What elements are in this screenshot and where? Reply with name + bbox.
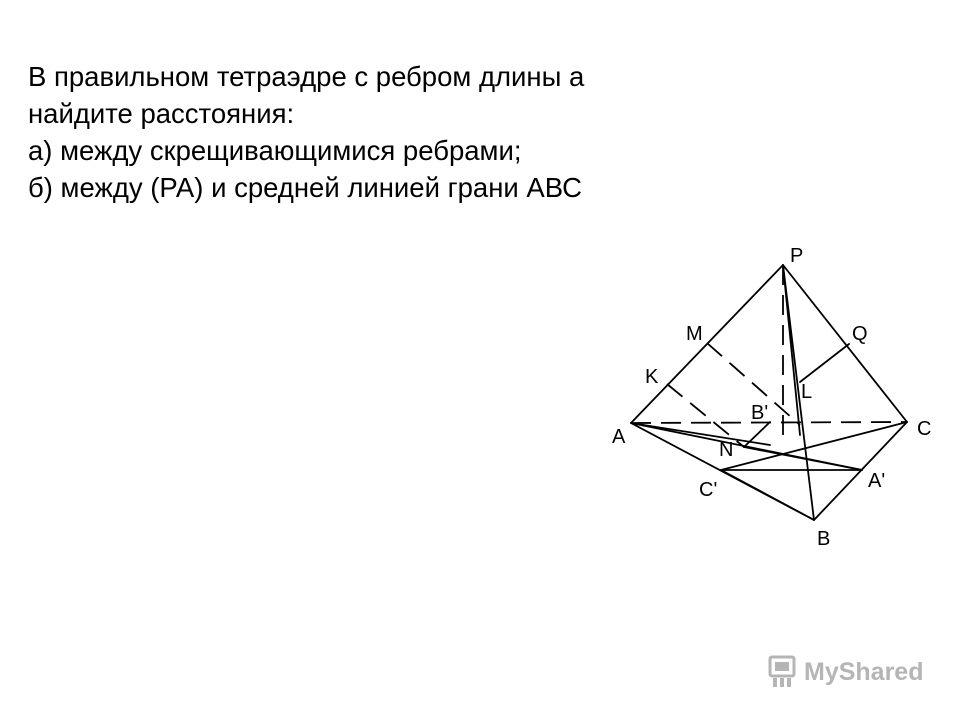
- segment-q-l: [800, 344, 849, 382]
- label-k: K: [645, 366, 659, 388]
- label-n: N: [719, 439, 734, 461]
- label-q: Q: [852, 323, 868, 345]
- label-b: B: [817, 528, 831, 550]
- mysharedlogo-icon: [766, 654, 798, 690]
- problem-line-4: б) между (РА) и средней линией грани АВС: [28, 172, 583, 203]
- segment-aprime-n: [744, 447, 862, 470]
- problem-line-2: найдите расстояния:: [28, 98, 295, 129]
- label-aprime: A': [868, 470, 886, 492]
- edge-bc: [814, 422, 907, 520]
- segment-cprime-c: [721, 422, 907, 470]
- label-l: L: [801, 381, 813, 403]
- segment-p-l: [783, 265, 800, 435]
- label-cprime: C': [699, 479, 718, 501]
- label-p: P: [790, 245, 804, 267]
- problem-line-1: В правильном тетраэдре с ребром длины а: [28, 61, 585, 92]
- edge-ac-hidden: [631, 422, 907, 423]
- label-bprime: B': [751, 402, 769, 424]
- label-a: A: [612, 426, 626, 448]
- watermark-text: MyShared: [804, 657, 924, 686]
- label-m: M: [686, 323, 703, 345]
- segment-cprime-b: [721, 470, 814, 520]
- label-c: C: [917, 418, 932, 440]
- watermark: [766, 654, 923, 690]
- problem-line-3: а) между скрещивающимися ребрами;: [28, 135, 522, 166]
